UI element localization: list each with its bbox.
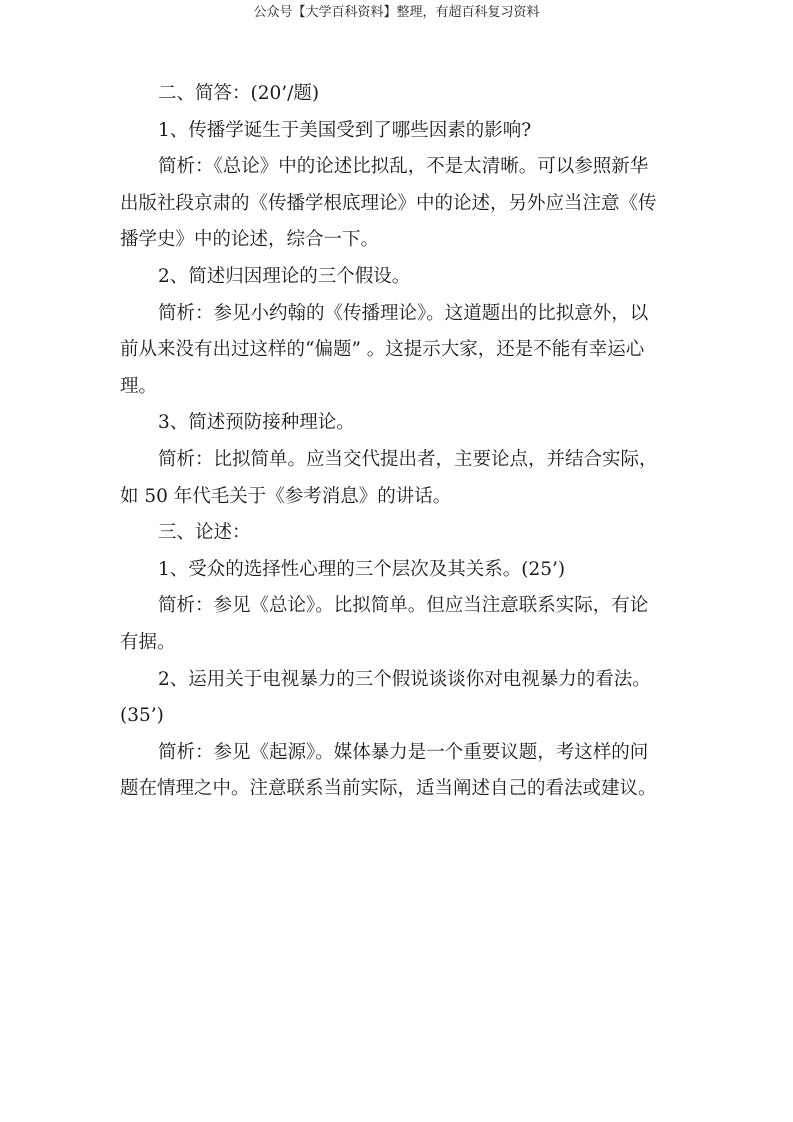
essay-question-2: 2、运用关于电视暴力的三个假说谈谈你对电视暴力的看法。	[158, 668, 651, 690]
document-body	[120, 76, 668, 808]
answer-3-line-1: 简析：比拟简单。应当交代提出者，主要论点，并结合实际，	[158, 448, 658, 470]
essay-answer-2-line-2: 题在情理之中。注意联系当前实际，适当阐述自己的看法或建议。	[120, 778, 657, 800]
answer-2-line-1: 简析：参见小约翰的《传播理论》。这道题出的比拟意外，以	[158, 302, 649, 324]
answer-2-line-3: 理。	[120, 375, 158, 397]
question-2: 2、简述归因理论的三个假设。	[158, 265, 411, 287]
section-heading-short-answer: 二、简答：(20’/题)	[158, 83, 320, 104]
answer-1-line-2: 出版社段京肃的《传播学根底理论》中的论述，另外应当注意《传	[120, 192, 657, 214]
page-header: 公众号【大学百科资料】整理，有超百科复习资料	[253, 5, 540, 20]
essay-answer-2-line-1: 简析：参见《起源》。媒体暴力是一个重要议题，考这样的问	[158, 741, 649, 763]
answer-3-line-2: 如 50 年代毛关于《参考消息》的讲话。	[120, 485, 452, 507]
answer-2-line-2: 前从来没有出过这样的“偏题” 。这提示大家，还是不能有幸运心	[120, 339, 645, 361]
essay-answer-1-line-2: 有据。	[120, 631, 176, 653]
answer-1-line-1: 简析：《总论》中的论述比拟乱，不是太清晰。可以参照新华	[158, 156, 649, 178]
answer-1-line-3: 播学史》中的论述，综合一下。	[120, 229, 380, 251]
question-1: 1、传播学诞生于美国受到了哪些因素的影响?	[158, 119, 532, 141]
section-heading-essay: 三、论述：	[158, 522, 251, 544]
essay-answer-1-line-1: 简析：参见《总论》。比拟简单。但应当注意联系实际，有论	[158, 595, 649, 617]
question-3: 3、简述预防接种理论。	[158, 412, 355, 434]
essay-question-2-score: (35’)	[120, 705, 164, 727]
essay-question-1: 1、受众的选择性心理的三个层次及其关系。(25’)	[158, 558, 566, 580]
